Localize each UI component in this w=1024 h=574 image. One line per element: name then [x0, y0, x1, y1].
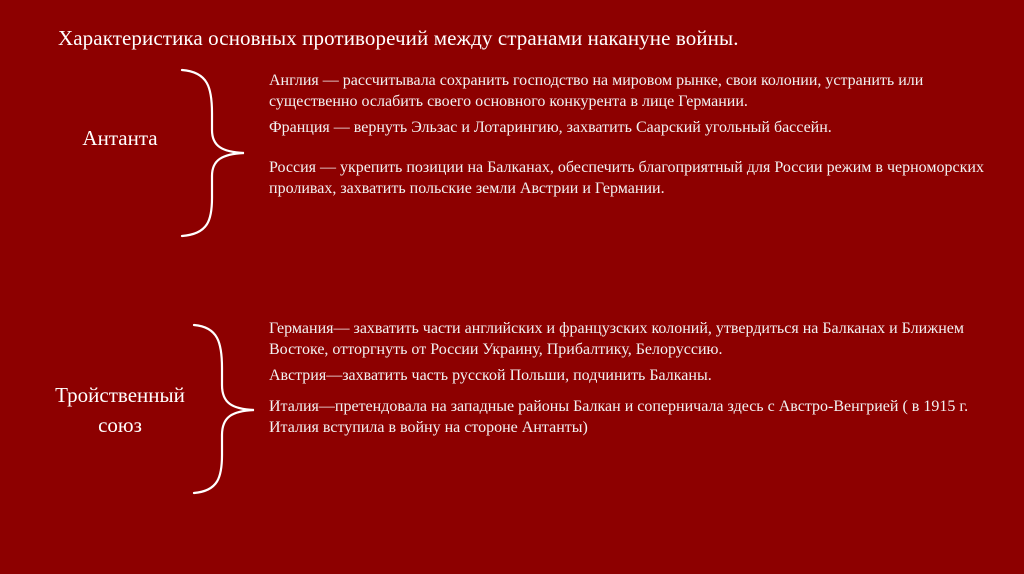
- triple-alliance-brace-icon: [190, 323, 260, 495]
- triple-alliance-label-line1: Тройственный: [55, 383, 185, 407]
- entente-item-france: Франция — вернуть Эльзас и Лотарингию, захватить Саарский угольный бассейн.: [269, 119, 832, 136]
- triple-item-italy: Италия—претендовала на западные районы Балкан и соперничала здесь с Австро-Венгрией ( в 1915 г. Италия вступила в войну на стороне Антанты): [269, 398, 969, 436]
- entente-label: [40, 123, 200, 153]
- triple-alliance-label-line2: союз: [98, 413, 142, 437]
- entente-item-england: Англия — рассчитывала сохранить господство на мировом рынке, свои колонии, устранить или существенно ослабить своего основного конкурента в лице Германии.: [269, 72, 924, 110]
- triple-alliance-list: [269, 318, 1009, 438]
- entente-item-russia: Россия — укрепить позиции на Балканах, обеспечить благоприятный для России режим в черноморских проливах, захватить польские земли Австрии и Германии.: [269, 159, 984, 197]
- entente-list: [269, 70, 1009, 199]
- entente-label-text: Антанта: [82, 126, 158, 150]
- triple-item-germany: Германия— захватить части английских и французских колоний, утвердиться на Балканах и Ближнем Востоке, отторгнуть от России Украину, Прибалтику, Белоруссию.: [269, 320, 964, 358]
- entente-brace-icon: [178, 68, 248, 238]
- triple-item-austria: Австрия—захватить часть русской Польши, подчинить Балканы.: [269, 367, 712, 384]
- slide-title: Характеристика основных противоречий между странами накануне войны.: [58, 26, 739, 50]
